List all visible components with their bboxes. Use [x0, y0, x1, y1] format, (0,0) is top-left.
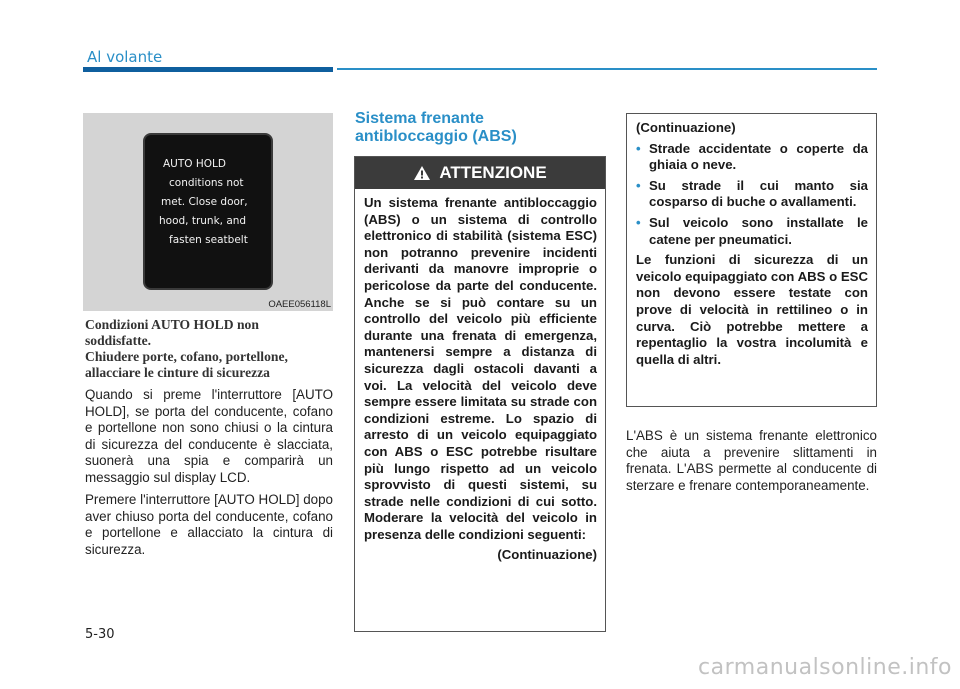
- display-line: hood, trunk, and: [159, 215, 247, 227]
- list-item: [636, 178, 868, 211]
- warning-header: [355, 157, 605, 189]
- continued-label: (Continuazione): [497, 547, 597, 563]
- abs-section-title: [355, 110, 605, 146]
- lcd-display: [143, 133, 273, 290]
- paragraph: Quando si preme l'interruttore [AUTO HOLD], se porta del conducente, cofano e portellone non sono chiusi o la cintura di sicurezza del conducente è slacciata, suonerà una spia e comparirà un messaggio sul display LCD.: [85, 387, 333, 485]
- display-line: conditions not: [169, 177, 244, 189]
- display-line: AUTO HOLD: [163, 158, 226, 170]
- bullet-text: Su strade il cui manto sia cosparso di buche o avallamenti.: [649, 177, 868, 210]
- bullet-icon: •: [636, 177, 641, 193]
- figure-code: OAEE056118L: [268, 299, 331, 310]
- continuation-box: [626, 113, 877, 407]
- heading-line: Chiudere porte, cofano, portellone,: [85, 349, 288, 364]
- title-line: Sistema frenante: [355, 110, 484, 127]
- paragraph: Premere l'interruttore [AUTO HOLD] dopo aver chiuso porta del conducente, cofano e portellone e allacciato la cintura di sicurezza.: [85, 492, 333, 557]
- safety-note: Le funzioni di sicurezza di un veicolo equipaggiato con ABS o ESC non devono essere testate con prove di velocità in rettilineo o in curva. Ciò potrebbe mettere a repentaglio la vostra incolumità e quella di altri.: [636, 252, 868, 367]
- display-line: fasten seatbelt: [169, 234, 248, 246]
- header-rule-dark: [83, 67, 333, 72]
- warning-body: [355, 189, 605, 564]
- warning-label: ATTENZIONE: [439, 163, 547, 182]
- heading-line: allacciare le cinture di sicurezza: [85, 365, 270, 380]
- header-rule-light: [337, 68, 877, 70]
- warning-text: Un sistema frenante antibloccaggio (ABS) o un sistema di controllo elettronico di stabilità (sistema ESC) non potranno prevenire incidenti derivanti da manovre improprie o pericolose da parte del conducente. Anche se si può contare su un controllo del veicolo più efficiente durante una frenata di emergenza, mantenersi sempre a distanza di sicurezza dagli ostacoli davanti a voi. La velocità del veicolo deve sempre essere limitata su strade con condizioni estreme. Lo spazio di arresto di un veicolo equipaggiato con ABS o ESC potrebbe risultare più lungo rispetto ad un veicolo sprovvisto di questi sistemi, su strade nelle condizioni di cui sotto. Moderare la velocità del veicolo in presenza delle condizioni seguenti:: [364, 195, 597, 542]
- watermark: carmanualsonline.info: [698, 655, 952, 680]
- list-item: [636, 215, 868, 248]
- heading-line: soddisfatte.: [85, 333, 152, 348]
- title-line: antibloccaggio (ABS): [355, 128, 517, 145]
- bullet-list: [636, 141, 868, 249]
- warning-triangle-icon: [413, 165, 431, 181]
- display-line: met. Close door,: [161, 196, 248, 208]
- auto-hold-heading: [85, 317, 333, 381]
- warning-box: [354, 156, 606, 632]
- bullet-text: Sul veicolo sono installate le catene per pneumatici.: [649, 214, 868, 247]
- bullet-icon: •: [636, 140, 641, 156]
- continued-header: (Continuazione): [636, 120, 736, 135]
- section-title: Al volante: [87, 48, 163, 66]
- list-item: [636, 141, 868, 174]
- lcd-figure: [83, 113, 333, 311]
- bullet-text: Strade accidentate o coperte da ghiaia o neve.: [649, 140, 868, 173]
- abs-description: L'ABS è un sistema frenante elettronico che aiuta a prevenire slittamenti in frenata. L'ABS permette al conducente di sterzare e frenare contemporaneamente.: [626, 428, 877, 493]
- heading-line: Condizioni AUTO HOLD non: [85, 317, 259, 332]
- left-column: [85, 317, 333, 558]
- bullet-icon: •: [636, 214, 641, 230]
- page-number: 5-30: [85, 627, 115, 642]
